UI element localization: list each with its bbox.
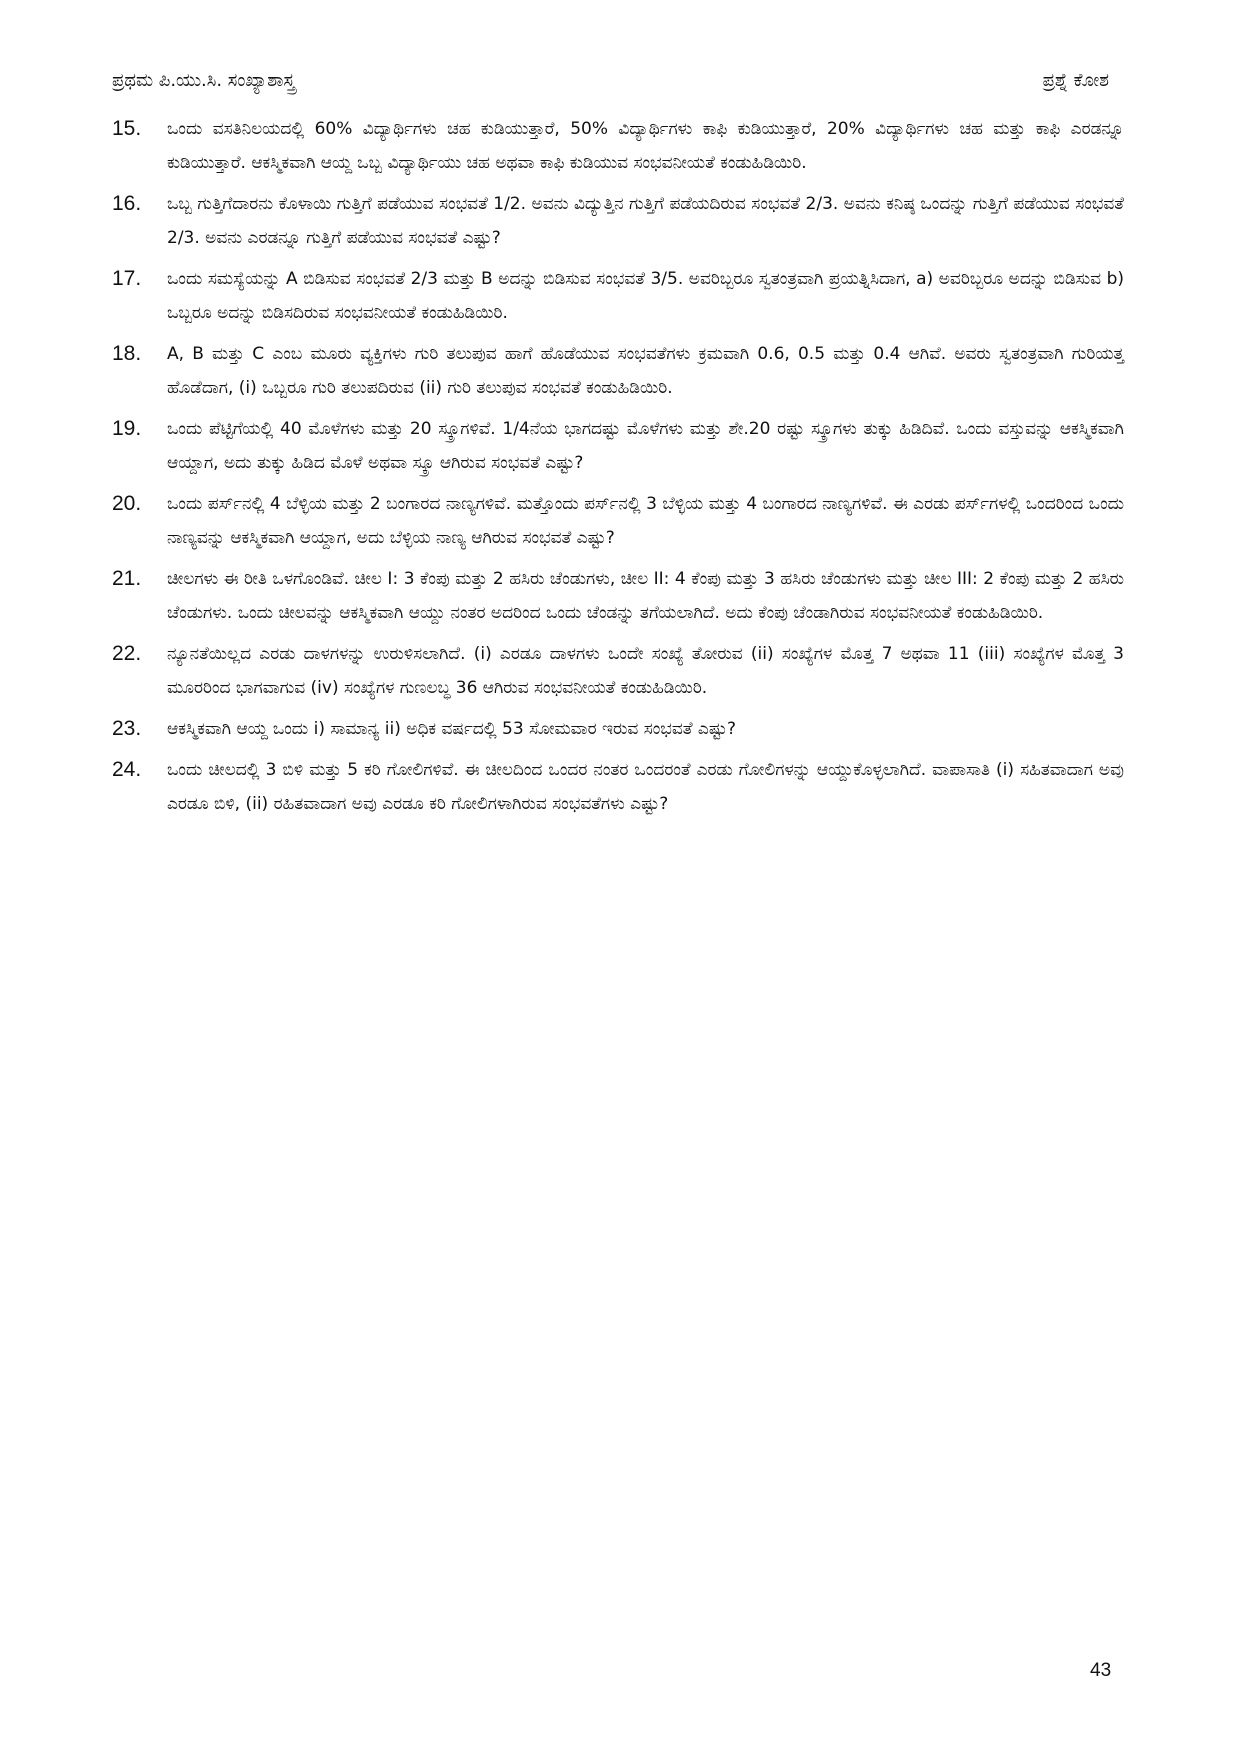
- question-number: 23.: [112, 717, 142, 740]
- question-item: [112, 637, 1124, 705]
- question-item: [112, 337, 1124, 405]
- question-item: [112, 753, 1124, 821]
- page-header: [112, 70, 1109, 91]
- question-text: ಒಬ್ಬ ಗುತ್ತಿಗೆದಾರನು ಕೊಳಾಯಿ ಗುತ್ತಿಗೆ ಪಡೆಯುವ ಸಂಭವತೆ 1/2. ಅವನು ವಿದ್ಯುತ್ತಿನ ಗುತ್ತಿಗೆ ಪಡೆಯದಿರುವ ಸಂಭವತೆ 2/3. ಅವನು ಕನಿಷ್ಠ ಒಂದನ್ನು ಗುತ್ತಿಗೆ ಪಡೆಯುವ ಸಂಭವತೆ 2/3. ಅವನು ಎರಡನ್ನೂ ಗುತ್ತಿಗೆ ಪಡೆಯುವ ಸಂಭವತೆ ಎಷ್ಟು?: [167, 194, 1124, 248]
- question-item: [112, 112, 1124, 180]
- question-text: ಚೀಲಗಳು ಈ ರೀತಿ ಒಳಗೊಂಡಿವೆ. ಚೀಲ I: 3 ಕೆಂಪು ಮತ್ತು 2 ಹಸಿರು ಚೆಂಡುಗಳು, ಚೀಲ II: 4 ಕೆಂಪು ಮತ್ತು 3 ಹಸಿರು ಚೆಂಡುಗಳು ಮತ್ತು ಚೀಲ III: 2 ಕೆಂಪು ಮತ್ತು 2 ಹಸಿರು ಚೆಂಡುಗಳು. ಒಂದು ಚೀಲವನ್ನು ಆಕಸ್ಮಿಕವಾಗಿ ಆಯ್ದು ನಂತರ ಅದರಿಂದ ಒಂದು ಚೆಂಡನ್ನು ತಗೆಯಲಾಗಿದೆ. ಅದು ಕೆಂಪು ಚೆಂಡಾಗಿರುವ ಸಂಭವನೀಯತೆ ಕಂಡುಹಿಡಿಯಿರಿ.: [167, 569, 1124, 623]
- question-number: 15.: [112, 117, 142, 140]
- question-item: [112, 487, 1124, 555]
- question-text: ಒಂದು ಪೆಟ್ಟಿಗೆಯಲ್ಲಿ 40 ಮೊಳೆಗಳು ಮತ್ತು 20 ಸ್ಕ್ರೂಗಳಿವೆ. 1/4ನೆಯ ಭಾಗದಷ್ಟು ಮೊಳೆಗಳು ಮತ್ತು ಶೇ.20 ರಷ್ಟು ಸ್ಕ್ರೂಗಳು ತುಕ್ಕು ಹಿಡಿದಿವೆ. ಒಂದು ವಸ್ತುವನ್ನು ಆಕಸ್ಮಿಕವಾಗಿ ಆಯ್ದಾಗ, ಅದು ತುಕ್ಕು ಹಿಡಿದ ಮೊಳೆ ಅಥವಾ ಸ್ಕ್ರೂ ಆಗಿರುವ ಸಂಭವತೆ ಎಷ್ಟು?: [167, 419, 1124, 473]
- question-text: ಆಕಸ್ಮಿಕವಾಗಿ ಆಯ್ದ ಒಂದು i) ಸಾಮಾನ್ಯ ii) ಅಧಿಕ ವರ್ಷದಲ್ಲಿ 53 ಸೋಮವಾರ ಇರುವ ಸಂಭವತೆ ಎಷ್ಟು?: [167, 719, 737, 739]
- header-course-title: ಪ್ರಥಮ ಪಿ.ಯು.ಸಿ. ಸಂಖ್ಯಾಶಾಸ್ತ್ರ: [112, 70, 296, 91]
- question-text: ಒಂದು ಚೀಲದಲ್ಲಿ 3 ಬಿಳಿ ಮತ್ತು 5 ಕರಿ ಗೋಲಿಗಳಿವೆ. ಈ ಚೀಲದಿಂದ ಒಂದರ ನಂತರ ಒಂದರಂತೆ ಎರಡು ಗೋಲಿಗಳನ್ನು ಆಯ್ದುಕೊಳ್ಳಲಾಗಿದೆ. ವಾಪಾಸಾತಿ (i) ಸಹಿತವಾದಾಗ ಅವು ಎರಡೂ ಬಿಳಿ, (ii) ರಹಿತವಾದಾಗ ಅವು ಎರಡೂ ಕರಿ ಗೋಲಿಗಳಾಗಿರುವ ಸಂಭವತೆಗಳು ಎಷ್ಟು?: [167, 760, 1124, 814]
- question-text: ನ್ಯೂನತೆಯಿಲ್ಲದ ಎರಡು ದಾಳಗಳನ್ನು ಉರುಳಿಸಲಾಗಿದೆ. (i) ಎರಡೂ ದಾಳಗಳು ಒಂದೇ ಸಂಖ್ಯೆ ತೋರುವ (ii) ಸಂಖ್ಯೆಗಳ ಮೊತ್ತ 7 ಅಥವಾ 11 (iii) ಸಂಖ್ಯೆಗಳ ಮೊತ್ತ 3 ಮೂರರಿಂದ ಭಾಗವಾಗುವ (iv) ಸಂಖ್ಯೆಗಳ ಗುಣಲಬ್ಧ 36 ಆಗಿರುವ ಸಂಭವನೀಯತೆ ಕಂಡುಹಿಡಿಯಿರಿ.: [167, 644, 1124, 698]
- page-number: 43: [1090, 1660, 1112, 1681]
- question-number: 18.: [112, 342, 142, 365]
- question-number: 17.: [112, 267, 142, 290]
- question-text: A, B ಮತ್ತು C ಎಂಬ ಮೂರು ವ್ಯಕ್ತಿಗಳು ಗುರಿ ತಲುಪುವ ಹಾಗೆ ಹೊಡೆಯುವ ಸಂಭವತೆಗಳು ಕ್ರಮವಾಗಿ 0.6, 0.5 ಮತ್ತು 0.4 ಆಗಿವೆ. ಅವರು ಸ್ವತಂತ್ರವಾಗಿ ಗುರಿಯತ್ತ ಹೊಡೆದಾಗ, (i) ಒಬ್ಬರೂ ಗುರಿ ತಲುಪದಿರುವ (ii) ಗುರಿ ತಲುಪುವ ಸಂಭವತೆ ಕಂಡುಹಿಡಿಯಿರಿ.: [167, 344, 1124, 398]
- question-number: 20.: [112, 492, 142, 515]
- question-number: 19.: [112, 417, 142, 440]
- question-item: [112, 712, 1124, 746]
- question-number: 22.: [112, 642, 142, 665]
- question-item: [112, 187, 1124, 255]
- question-number: 21.: [112, 567, 142, 590]
- question-text: ಒಂದು ಸಮಸ್ಯೆಯನ್ನು A ಬಿಡಿಸುವ ಸಂಭವತೆ 2/3 ಮತ್ತು B ಅದನ್ನು ಬಿಡಿಸುವ ಸಂಭವತೆ 3/5. ಅವರಿಬ್ಬರೂ ಸ್ವತಂತ್ರವಾಗಿ ಪ್ರಯತ್ನಿಸಿದಾಗ, a) ಅವರಿಬ್ಬರೂ ಅದನ್ನು ಬಿಡಿಸುವ b) ಒಬ್ಬರೂ ಅದನ್ನು ಬಿಡಿಸದಿರುವ ಸಂಭವನೀಯತೆ ಕಂಡುಹಿಡಿಯಿರಿ.: [167, 269, 1124, 323]
- question-text: ಒಂದು ವಸತಿನಿಲಯದಲ್ಲಿ 60% ವಿದ್ಯಾರ್ಥಿಗಳು ಚಹ ಕುಡಿಯುತ್ತಾರೆ, 50% ವಿದ್ಯಾರ್ಥಿಗಳು ಕಾಫಿ ಕುಡಿಯುತ್ತಾರೆ, 20% ವಿದ್ಯಾರ್ಥಿಗಳು ಚಹ ಮತ್ತು ಕಾಫಿ ಎರಡನ್ನೂ ಕುಡಿಯುತ್ತಾರೆ. ಆಕಸ್ಮಿಕವಾಗಿ ಆಯ್ದ ಒಬ್ಬ ವಿದ್ಯಾರ್ಥಿಯು ಚಹ ಅಥವಾ ಕಾಫಿ ಕುಡಿಯುವ ಸಂಭವನೀಯತೆ ಕಂಡುಹಿಡಿಯಿರಿ.: [167, 119, 1124, 173]
- question-list: [112, 112, 1124, 828]
- question-item: [112, 412, 1124, 480]
- question-number: 24.: [112, 758, 142, 781]
- question-item: [112, 562, 1124, 630]
- question-number: 16.: [112, 192, 142, 215]
- question-text: ಒಂದು ಪರ್ಸ್‌ನಲ್ಲಿ 4 ಬೆಳ್ಳಿಯ ಮತ್ತು 2 ಬಂಗಾರದ ನಾಣ್ಯಗಳಿವೆ. ಮತ್ತೊಂದು ಪರ್ಸ್‌ನಲ್ಲಿ 3 ಬೆಳ್ಳಿಯ ಮತ್ತು 4 ಬಂಗಾರದ ನಾಣ್ಯಗಳಿವೆ. ಈ ಎರಡು ಪರ್ಸ್‌ಗಳಲ್ಲಿ ಒಂದರಿಂದ ಒಂದು ನಾಣ್ಯವನ್ನು ಆಕಸ್ಮಿಕವಾಗಿ ಆಯ್ದಾಗ, ಅದು ಬೆಳ್ಳಿಯ ನಾಣ್ಯ ಆಗಿರುವ ಸಂಭವತೆ ಎಷ್ಟು?: [167, 494, 1124, 548]
- question-item: [112, 262, 1124, 330]
- header-section-title: ಪ್ರಶ್ನೆ ಕೋಶ: [1042, 70, 1109, 91]
